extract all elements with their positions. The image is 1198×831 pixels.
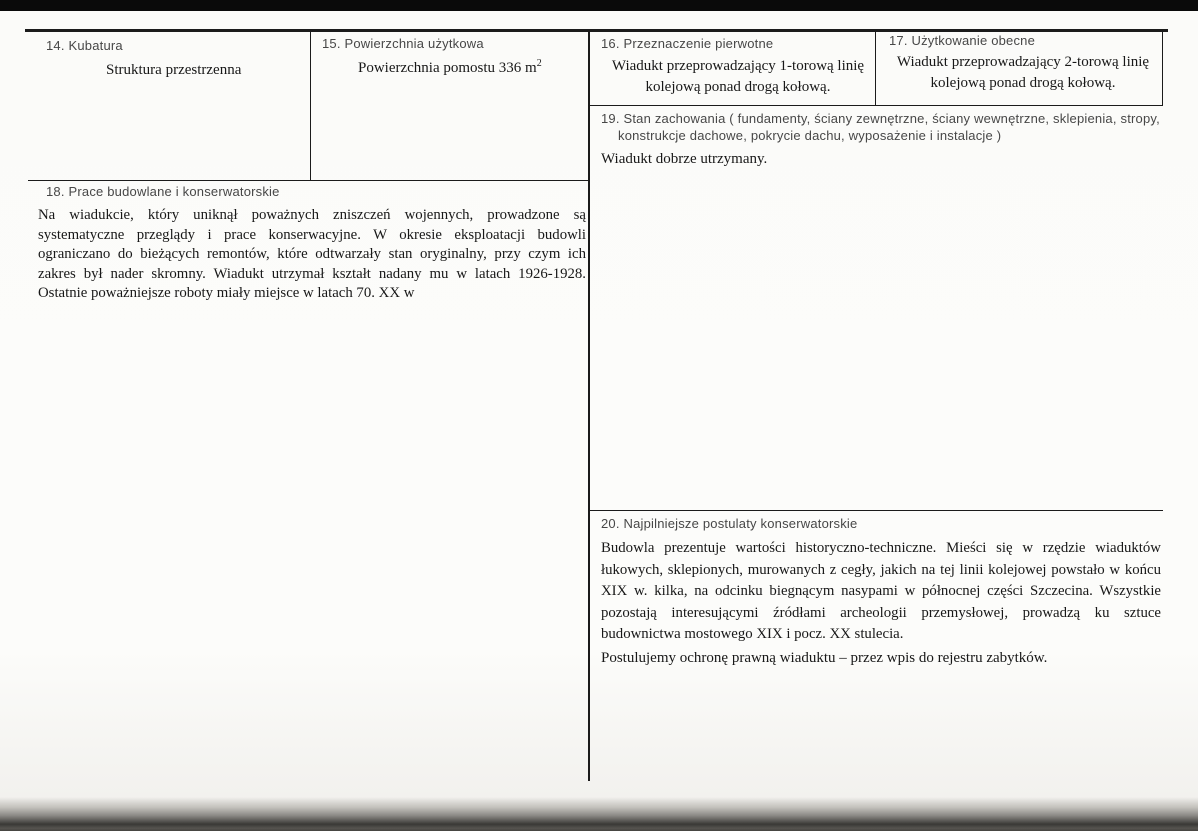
field-17-label: 17. Użytkowanie obecne: [889, 33, 1036, 48]
border-right-17: [1162, 32, 1163, 105]
field-20-paragraph-2: Postulujemy ochronę prawną wiaduktu – przez wpis do rejestru zabytków.: [601, 650, 1048, 666]
field-14-label: 14. Kubatura: [46, 38, 123, 53]
rule-below-16-17: [590, 105, 1163, 106]
field-18-value: Na wiadukcie, który uniknął poważnych zniszczeń wojennych, prowadzone są systematyczne przeglądy i prace konserwacyjne. W okresie eksploatacji budowli ograniczano do bieżących remontów, które odtwarzały stan oryginalny, przy czym ich zakres był nader skromny. Wiadukt utrzymał kształt nadany mu w latach 1926-1928. Ostatnie poważniejsze roboty miały miejsce w latach 70. XX w: [38, 207, 586, 301]
field-19-value: Wiadukt dobrze utrzymany.: [601, 151, 768, 167]
divider-center-vertical: [588, 32, 590, 781]
divider-16-17: [875, 32, 876, 105]
field-20-paragraph-1: Budowla prezentuje wartości historyczno-techniczne. Mieści się w rzędzie wiaduktów łukowych, sklepionych, murowanych z cegły, jakich na tej linii kolejowej powstało w końcu XIX w. kilka, na odcinku biegnącym nasypami w północnej części Szczecina. Wszystkie pozostają interesującymi źródłami archeologii przemysłowej, prowadzą ku sztuce budownictwa mostowego XIX i pocz. XX stulecia.: [601, 540, 1161, 642]
field-18-label: 18. Prace budowlane i konserwatorskie: [46, 184, 280, 199]
field-16-value: Wiadukt przeprowadzający 1-torową linię kolejową ponad drogą kołową.: [611, 58, 865, 95]
field-15-label: 15. Powierzchnia użytkowa: [322, 36, 484, 51]
field-15-value: [358, 58, 542, 77]
field-14-value: Struktura przestrzenna: [106, 62, 242, 78]
rule-below-19: [590, 510, 1163, 511]
field-19-label: 19. Stan zachowania ( fundamenty, ściany zewnętrzne, ściany wewnętrzne, sklepienia, stropy, konstrukcje dachowe, pokrycie dachu, wyposażenie i instalacje ): [601, 111, 1160, 143]
field-15-value-text: Powierzchnia pomostu 336 m: [358, 60, 537, 76]
field-20-label: 20. Najpilniejsze postulaty konserwatorskie: [601, 516, 858, 531]
rule-below-14-15: [28, 180, 588, 181]
field-16-label: 16. Przeznaczenie pierwotne: [601, 36, 774, 51]
form-top-rule: [25, 29, 1168, 32]
divider-14-15: [310, 32, 311, 180]
field-15-value-superscript: 2: [536, 58, 542, 69]
scan-edge-bottom: [0, 797, 1198, 831]
field-17-value: Wiadukt przeprowadzający 2-torową linię kolejową ponad drogą kołową.: [896, 54, 1150, 91]
scan-edge-top: [0, 0, 1198, 11]
